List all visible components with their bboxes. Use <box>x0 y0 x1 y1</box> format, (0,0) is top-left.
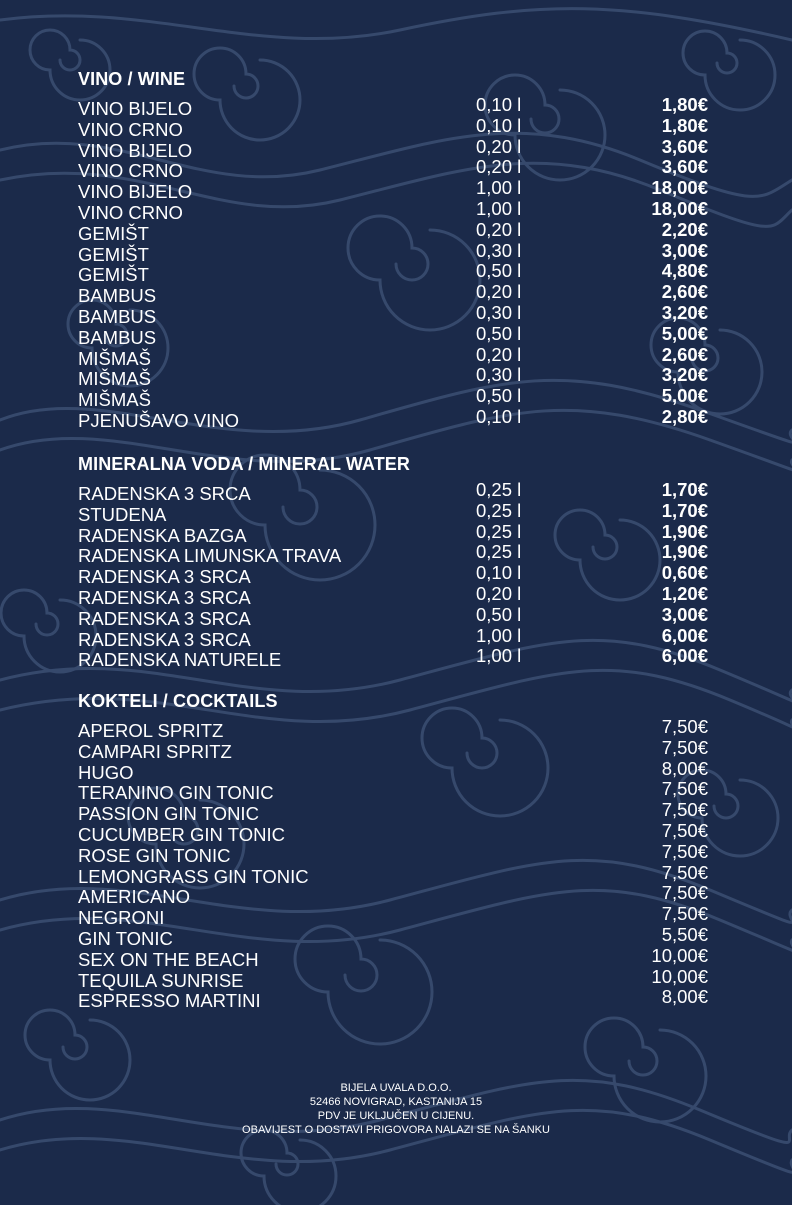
menu-item-row <box>78 114 708 140</box>
section-title: KOKTELI / COCKTAILS <box>78 691 278 711</box>
menu-item-row <box>78 624 708 650</box>
item-name: NEGRONI <box>78 907 165 929</box>
item-name: VINO BIJELO <box>78 181 193 203</box>
item-price: 8,00€ <box>661 986 708 1008</box>
item-price: 3,00€ <box>661 603 708 625</box>
item-name: RADENSKA 3 SRCA <box>78 607 251 629</box>
item-quantity: 0,30 l <box>476 301 522 323</box>
item-price: 10,00€ <box>651 965 708 987</box>
item-name: TEQUILA SUNRISE <box>78 969 244 991</box>
item-quantity: 0,20 l <box>476 156 522 178</box>
item-name: RADENSKA 3 SRCA <box>78 586 251 608</box>
item-price: 1,20€ <box>661 582 708 604</box>
item-name: PJENUŠAVO VINO <box>78 409 240 431</box>
item-price: 2,20€ <box>661 218 708 240</box>
menu-item-row <box>78 364 708 390</box>
vat-note: PDV JE UKLJUČEN U CIJENU. <box>317 1110 475 1122</box>
item-name: GEMIŠT <box>78 264 149 286</box>
menu-item-row <box>78 239 708 265</box>
item-price: 8,00€ <box>661 757 708 779</box>
item-name: RADENSKA LIMUNSKA TRAVA <box>78 545 342 567</box>
item-name: MIŠMAŠ <box>78 347 151 369</box>
menu-item-row <box>78 562 708 588</box>
item-price: 7,50€ <box>661 799 708 821</box>
menu-item-row <box>78 716 708 741</box>
item-name: VINO BIJELO <box>78 98 193 119</box>
menu-item-row <box>78 197 708 223</box>
mineral-water-list <box>78 479 708 671</box>
menu-item-row <box>78 260 708 286</box>
menu-item-row <box>78 923 708 949</box>
item-quantity: 0,20 l <box>476 582 522 604</box>
item-price: 5,00€ <box>661 322 708 344</box>
item-quantity: 0,10 l <box>476 562 522 584</box>
item-price: 5,00€ <box>661 385 708 407</box>
menu-item-row <box>78 603 708 629</box>
item-quantity: 0,25 l <box>476 499 522 521</box>
item-price: 2,80€ <box>661 405 708 427</box>
item-name: BAMBUS <box>78 305 157 327</box>
menu-item-row <box>78 177 708 203</box>
menu-item-row <box>78 944 708 970</box>
item-price: 3,60€ <box>661 135 708 157</box>
item-quantity: 0,25 l <box>476 479 522 500</box>
menu-item-row <box>78 281 708 307</box>
menu-item-row <box>78 736 708 762</box>
menu-item-row <box>78 882 708 908</box>
item-name: RADENSKA 3 SRCA <box>78 628 251 650</box>
item-name: VINO CRNO <box>78 118 183 140</box>
item-name: RADENSKA BAZGA <box>78 524 247 546</box>
menu-item-row <box>78 135 708 161</box>
item-price: 10,00€ <box>651 944 708 966</box>
item-quantity: 0,20 l <box>476 135 522 157</box>
item-name: LEMONGRASS GIN TONIC <box>78 865 309 887</box>
item-name: STUDENA <box>78 503 167 525</box>
item-price: 2,60€ <box>661 343 708 365</box>
item-name: VINO BIJELO <box>78 139 193 161</box>
item-name: GEMIŠT <box>78 243 149 265</box>
footer <box>0 1081 792 1137</box>
item-price: 0,60€ <box>661 562 708 584</box>
menu-item-row <box>78 385 708 411</box>
item-price: 7,50€ <box>661 882 708 904</box>
item-price: 7,50€ <box>661 778 708 800</box>
item-price: 7,50€ <box>661 716 708 737</box>
item-price: 3,60€ <box>661 156 708 178</box>
item-price: 7,50€ <box>661 861 708 883</box>
cocktails-section <box>78 691 708 1012</box>
item-price: 5,50€ <box>661 923 708 945</box>
menu-item-row <box>78 645 708 671</box>
item-quantity: 0,25 l <box>476 520 522 542</box>
item-name: RADENSKA NATURELE <box>78 649 282 671</box>
item-price: 18,00€ <box>651 177 708 199</box>
item-quantity: 0,10 l <box>476 405 522 427</box>
item-price: 3,20€ <box>661 364 708 386</box>
item-quantity: 0,20 l <box>476 343 522 365</box>
item-quantity: 0,25 l <box>476 541 522 563</box>
item-name: APEROL SPRITZ <box>78 720 224 741</box>
item-quantity: 0,50 l <box>476 260 522 282</box>
item-name: VINO CRNO <box>78 160 183 182</box>
item-quantity: 1,00 l <box>476 177 522 199</box>
wine-list <box>78 94 708 431</box>
menu-item-row <box>78 986 708 1012</box>
company-name: BIJELA UVALA D.O.O. <box>340 1082 452 1094</box>
item-quantity: 1,00 l <box>476 645 522 667</box>
menu-item-row <box>78 499 708 525</box>
item-quantity: 1,00 l <box>476 624 522 646</box>
item-quantity: 0,50 l <box>476 603 522 625</box>
item-price: 1,80€ <box>661 94 708 115</box>
mineral-water-section <box>78 454 708 671</box>
menu-item-row <box>78 799 708 825</box>
item-name: SEX ON THE BEACH <box>78 948 259 970</box>
item-quantity: 0,50 l <box>476 385 522 407</box>
item-quantity: 1,00 l <box>476 197 522 219</box>
menu-item-row <box>78 541 708 567</box>
cocktails-list <box>78 716 708 1012</box>
item-price: 7,50€ <box>661 819 708 841</box>
item-price: 1,80€ <box>661 114 708 136</box>
section-title: MINERALNA VODA / MINERAL WATER <box>78 454 410 474</box>
item-name: GIN TONIC <box>78 927 173 949</box>
menu-item-row <box>78 156 708 182</box>
item-quantity: 0,30 l <box>476 364 522 386</box>
item-name: BAMBUS <box>78 285 157 307</box>
item-name: ESPRESSO MARTINI <box>78 990 261 1012</box>
item-price: 4,80€ <box>661 260 708 282</box>
item-name: AMERICANO <box>78 886 191 908</box>
menu-item-row <box>78 778 708 804</box>
item-price: 7,50€ <box>661 903 708 925</box>
menu-item-row <box>78 840 708 866</box>
item-name: CUCUMBER GIN TONIC <box>78 823 285 845</box>
menu-item-row <box>78 819 708 845</box>
item-name: BAMBUS <box>78 326 157 348</box>
wine-section <box>78 69 708 431</box>
item-price: 1,70€ <box>661 499 708 521</box>
item-price: 7,50€ <box>661 736 708 758</box>
item-name: GEMIŠT <box>78 222 149 244</box>
item-name: ROSE GIN TONIC <box>78 844 231 866</box>
item-quantity: 0,30 l <box>476 239 522 261</box>
menu-item-row <box>78 903 708 929</box>
item-name: HUGO <box>78 761 134 783</box>
item-name: VINO CRNO <box>78 201 183 223</box>
menu-item-row <box>78 405 708 431</box>
section-title: VINO / WINE <box>78 69 186 89</box>
menu-item-row <box>78 757 708 783</box>
item-quantity: 0,20 l <box>476 281 522 303</box>
menu-item-row <box>78 322 708 348</box>
menu-item-row <box>78 582 708 608</box>
item-price: 1,90€ <box>661 520 708 542</box>
item-price: 1,70€ <box>661 479 708 500</box>
item-price: 6,00€ <box>661 645 708 667</box>
item-quantity: 0,50 l <box>476 322 522 344</box>
item-name: RADENSKA 3 SRCA <box>78 483 251 504</box>
menu-item-row <box>78 479 708 504</box>
item-name: RADENSKA 3 SRCA <box>78 566 251 588</box>
item-price: 7,50€ <box>661 840 708 862</box>
item-price: 6,00€ <box>661 624 708 646</box>
item-price: 2,60€ <box>661 281 708 303</box>
item-price: 3,20€ <box>661 301 708 323</box>
item-name: MIŠMAŠ <box>78 389 151 411</box>
item-quantity: 0,10 l <box>476 94 522 115</box>
menu-item-row <box>78 965 708 991</box>
item-name: PASSION GIN TONIC <box>78 803 259 825</box>
company-address: 52466 NOVIGRAD, KASTANIJA 15 <box>309 1096 483 1108</box>
item-price: 1,90€ <box>661 541 708 563</box>
item-name: CAMPARI SPRITZ <box>78 740 232 762</box>
menu-item-row <box>78 343 708 369</box>
menu-item-row <box>78 301 708 327</box>
menu-item-row <box>78 94 708 119</box>
menu-item-row <box>78 218 708 244</box>
item-price: 18,00€ <box>651 197 708 219</box>
menu-item-row <box>78 861 708 887</box>
item-name: MIŠMAŠ <box>78 368 151 390</box>
complaint-note: OBAVIJEST O DOSTAVI PRIGOVORA NALAZI SE NA ŠANKU <box>242 1124 550 1136</box>
menu-item-row <box>78 520 708 546</box>
item-quantity: 0,10 l <box>476 114 522 136</box>
item-name: TERANINO GIN TONIC <box>78 782 274 804</box>
item-quantity: 0,20 l <box>476 218 522 240</box>
item-price: 3,00€ <box>661 239 708 261</box>
